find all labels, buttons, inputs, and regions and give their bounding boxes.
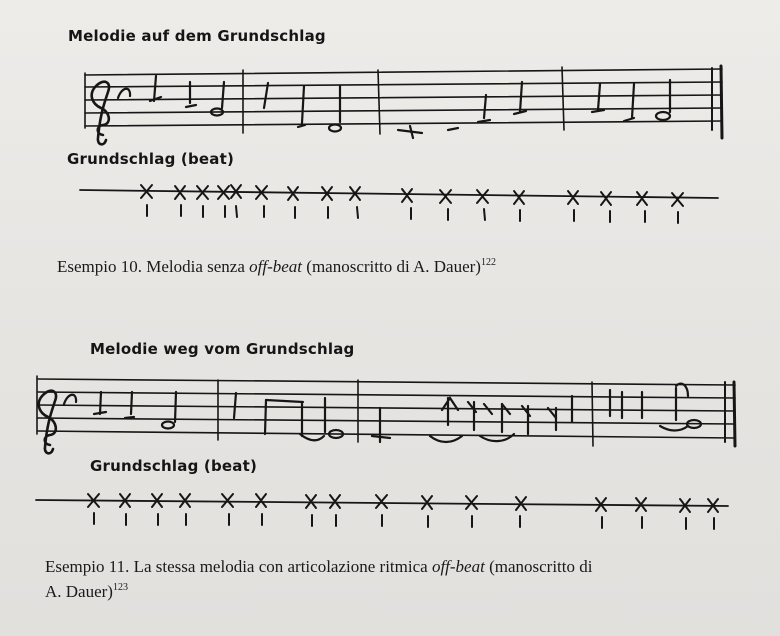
beat-line-1 — [80, 185, 718, 223]
melody-label-1: Melodie auf dem Grundschlag — [68, 27, 326, 45]
staff-2 — [37, 376, 735, 446]
caption-example-11: Esempio 11. La stessa melodia con articolazione ritmica off-beat (manoscritto di A. Dauer)$^{123}$ — [45, 557, 593, 601]
beat-line-2 — [36, 494, 728, 529]
melody-label-2: Melodie weg vom Grundschlag — [90, 340, 355, 358]
treble-clef-icon — [39, 391, 56, 454]
beat-label-2: Grundschlag (beat) — [90, 457, 258, 475]
beat-label-1: Grundschlag (beat) — [67, 150, 235, 168]
caption-example-10: Esempio 10. Melodia senza off-beat (manoscritto di A. Dauer)$^{122}$ — [57, 257, 496, 276]
staff-1 — [85, 66, 722, 138]
